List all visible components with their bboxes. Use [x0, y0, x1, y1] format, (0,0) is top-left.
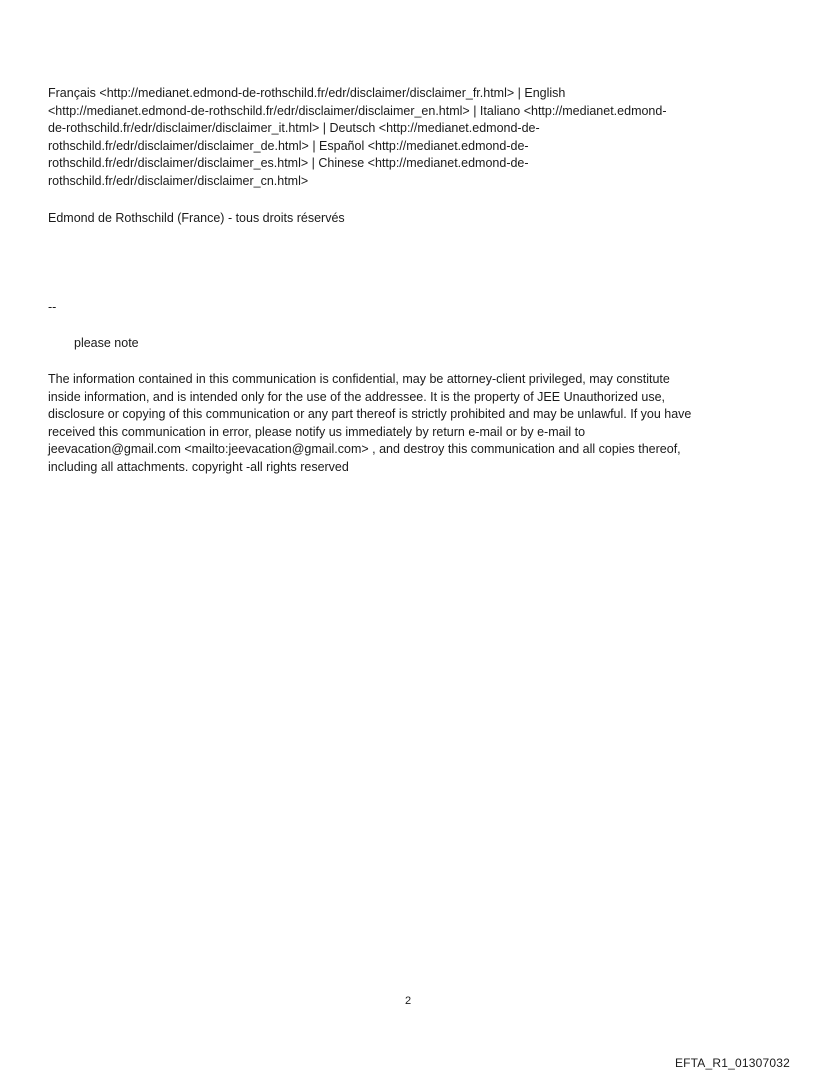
note-heading: please note — [74, 336, 139, 350]
bates-number: EFTA_R1_01307032 — [674, 1056, 790, 1070]
disclaimer-links-line[interactable]: de-rothschild.fr/edr/disclaimer/disclaimer_it.html> | Deutsch <http://medianet.edmond-de- — [48, 121, 540, 136]
signature-separator: -- — [48, 300, 57, 314]
confidentiality-line: inside information, and is intended only for the use of the addressee. It is the property of JEE Unauthorized use, — [48, 389, 666, 404]
disclaimer-language-links — [48, 85, 667, 191]
confidentiality-line: disclosure or copying of this communication or any part thereof is strictly prohibited and may be unlawful. If you have — [48, 407, 692, 422]
confidentiality-line: The information contained in this communication is confidential, may be attorney-client privileged, may constitute — [48, 372, 670, 386]
copyright-line: Edmond de Rothschild (France) - tous droits réservés — [48, 211, 345, 225]
confidentiality-notice — [48, 371, 691, 477]
disclaimer-links-line[interactable]: rothschild.fr/edr/disclaimer/disclaimer_es.html> | Chinese <http://medianet.edmond-de- — [48, 156, 529, 171]
confidentiality-email-line[interactable]: jeevacation@gmail.com <mailto:jeevacation@gmail.com> , and destroy this communication and all copies thereof, — [48, 442, 681, 457]
confidentiality-line: including all attachments. copyright -all rights reserved — [48, 459, 349, 474]
disclaimer-links-line[interactable]: rothschild.fr/edr/disclaimer/disclaimer_de.html> | Español <http://medianet.edmond-de- — [48, 138, 529, 153]
disclaimer-links-line[interactable]: Français <http://medianet.edmond-de-rothschild.fr/edr/disclaimer/disclaimer_fr.html> | English — [48, 86, 566, 100]
confidentiality-line: received this communication in error, please notify us immediately by return e-mail or by e-mail to — [48, 424, 586, 439]
disclaimer-links-line[interactable]: rothschild.fr/edr/disclaimer/disclaimer_cn.html> — [48, 173, 309, 188]
disclaimer-links-line[interactable]: <http://medianet.edmond-de-rothschild.fr/edr/disclaimer/disclaimer_en.html> | Italiano <http://medianet.edmond- — [48, 103, 667, 118]
page-number: 2 — [404, 995, 412, 1007]
